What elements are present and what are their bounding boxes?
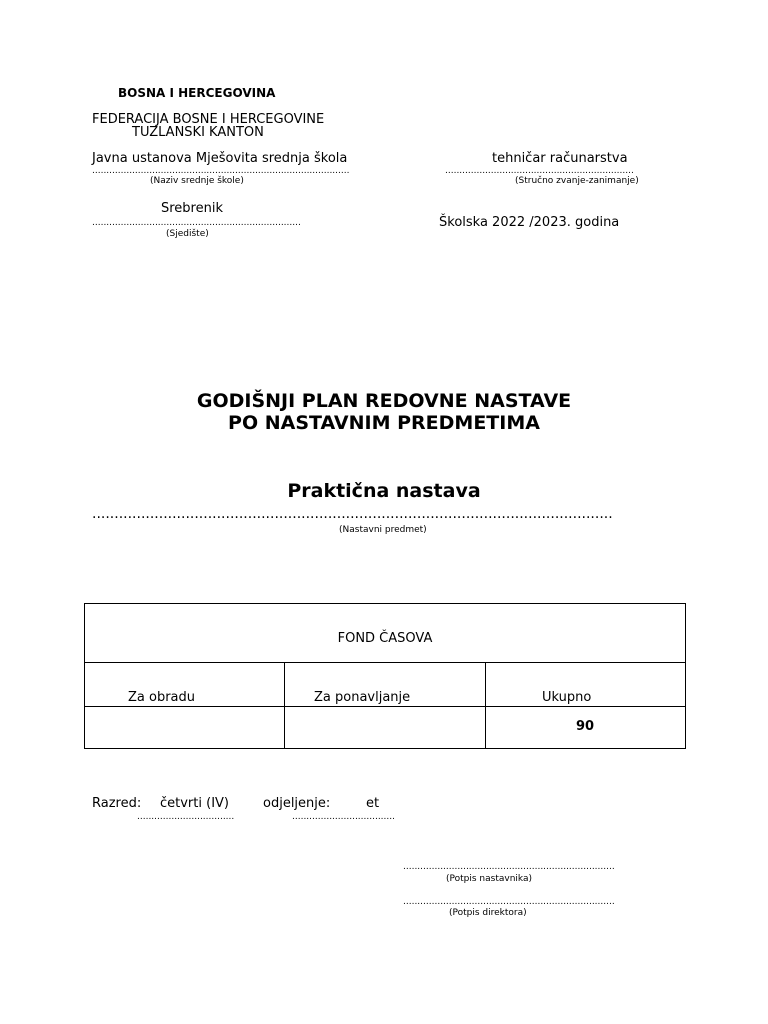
vocation-dotline: .................................................................. <box>445 166 634 176</box>
plan-title-line2: PO NASTAVNIM PREDMETIMA <box>228 412 540 434</box>
seat: Srebrenik <box>161 201 223 216</box>
subject-caption: (Nastavni predmet) <box>339 525 427 535</box>
fond-columns-row <box>85 663 686 707</box>
director-signature-caption: (Potpis direktora) <box>449 908 527 918</box>
seat-caption: (Sjedište) <box>166 229 209 239</box>
val-ukupno-cell <box>486 707 686 749</box>
subject-name: Praktična nastava <box>287 480 481 502</box>
odjeljenje-dotline: .................................... <box>292 812 395 822</box>
country-name: BOSNA I HERCEGOVINA <box>118 86 276 100</box>
teacher-signature-caption: (Potpis nastavnika) <box>446 874 532 884</box>
federation-name: FEDERACIJA BOSNE I HERCEGOVINE <box>92 112 325 127</box>
subject-dotline: ..................................................................................................................... <box>92 506 613 522</box>
fond-heading: FOND ČASOVA <box>337 630 433 646</box>
odjeljenje-value: et <box>366 796 380 811</box>
fond-heading-cell <box>85 604 686 663</box>
vocation: tehničar računarstva <box>492 151 628 166</box>
razred-label: Razred: <box>92 796 142 811</box>
canton-name: TUZLANSKI KANTON <box>132 125 264 140</box>
fond-table <box>84 603 686 749</box>
col-obrada-cell <box>85 663 285 707</box>
razred-dotline: .................................. <box>137 812 235 822</box>
val-ukupno: 90 <box>576 719 595 734</box>
fond-heading-row <box>85 604 686 663</box>
school-name-dotline: .......................................................................................... <box>92 166 350 176</box>
seat-dotline: ......................................................................... <box>92 218 301 228</box>
col-ponavljanje-cell <box>285 663 486 707</box>
school-name-caption: (Naziv srednje škole) <box>150 176 244 186</box>
school-name: Javna ustanova Mješovita srednja škola <box>92 151 348 166</box>
odjeljenje-label: odjeljenje: <box>263 796 331 811</box>
teacher-signature-line: .......................................................................... <box>403 862 615 872</box>
fond-values-row <box>85 707 686 749</box>
director-signature-line: .......................................................................... <box>403 897 615 907</box>
val-obrada-cell <box>85 707 285 749</box>
val-ponavljanje-cell <box>285 707 486 749</box>
col-obrada-label: Za obradu <box>128 690 196 705</box>
col-ponavljanje-label: Za ponavljanje <box>314 690 411 705</box>
razred-value: četvrti (IV) <box>160 796 229 811</box>
school-year: Školska 2022 /2023. godina <box>439 215 620 230</box>
vocation-caption: (Stručno zvanje-zanimanje) <box>515 176 639 186</box>
plan-title-line1: GODIŠNJI PLAN REDOVNE NASTAVE <box>196 390 572 412</box>
col-ukupno-label: Ukupno <box>542 690 592 705</box>
col-ukupno-cell <box>486 663 686 707</box>
